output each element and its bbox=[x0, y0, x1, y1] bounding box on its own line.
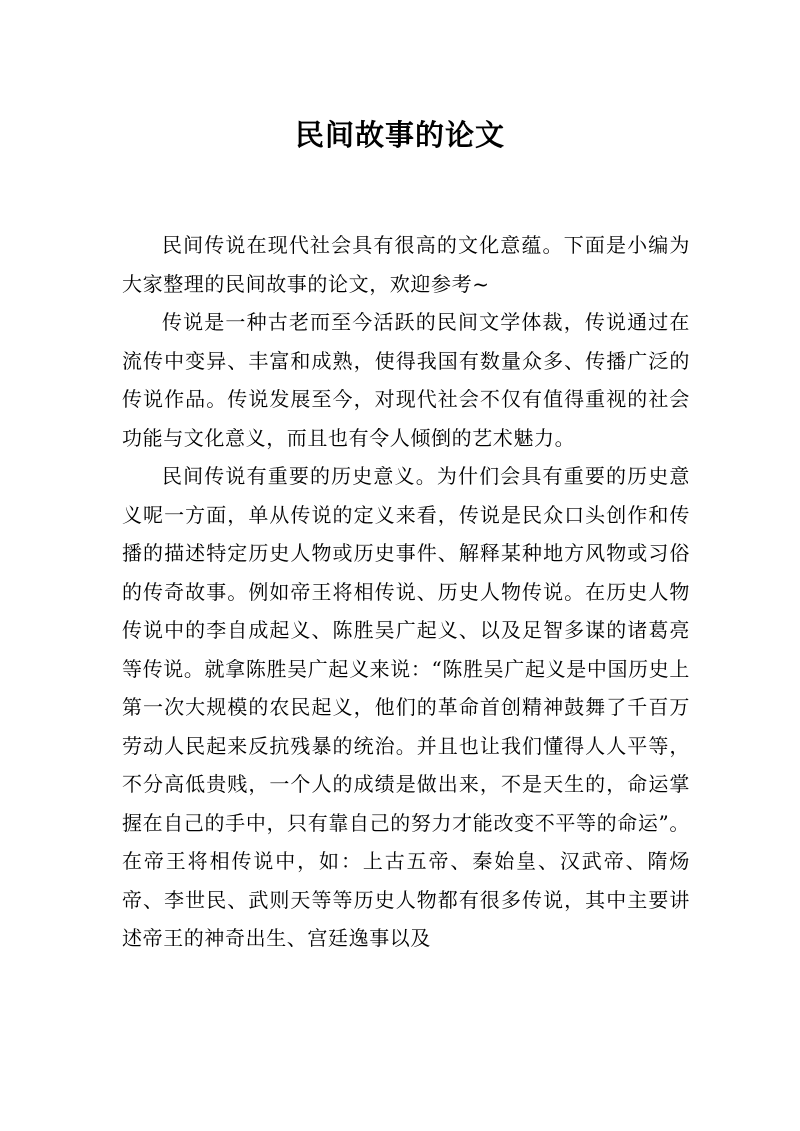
paragraph-intro: 民间传说在现代社会具有很高的文化意蕴。下面是小编为大家整理的民间故事的论文，欢迎参考~ bbox=[122, 233, 690, 296]
paragraph-historical-significance: 民间传说有重要的历史意义。为什们会具有重要的历史意义呢一方面，单从传说的定义来看，传说是民众口头创作和传播的描述特定历史人物或历史事件、解释某种地方风物或习俗的传奇故事。例如帝王将相传说、历史人物传说。在历史人物传说中的李自成起义、陈胜吴广起义、以及足智多谋的诸葛亮等传说。就拿陈胜吴广起义来说：“陈胜吴广起义是中国历史上第一次大规模的农民起义，他们的革命首创精神鼓舞了千百万劳动人民起来反抗残暴的统治。并且也让我们懂得人人平等，不分高低贵贱，一个人的成绩是做出来，不是天生的，命运掌握在自己的手中，只有靠自己的努力才能改变不平等的命运”。在帝王将相传说中，如：上古五帝、秦始皇、汉武帝、隋炀帝、李世民、武则天等等历史人物都有很多传说，其中主要讲述帝王的神奇出生、宫廷逸事以及 bbox=[122, 464, 690, 950]
paragraph-legend-definition: 传说是一种古老而至今活跃的民间文学体裁，传说通过在流传中变异、丰富和成熟，使得我国有数量众多、传播广泛的传说作品。传说发展至今，对现代社会不仅有值得重视的社会功能与文化意义，而且也有令人倾倒的艺术魅力。 bbox=[122, 310, 690, 450]
document-body bbox=[122, 226, 690, 958]
document-title: 民间故事的论文 bbox=[294, 118, 505, 153]
